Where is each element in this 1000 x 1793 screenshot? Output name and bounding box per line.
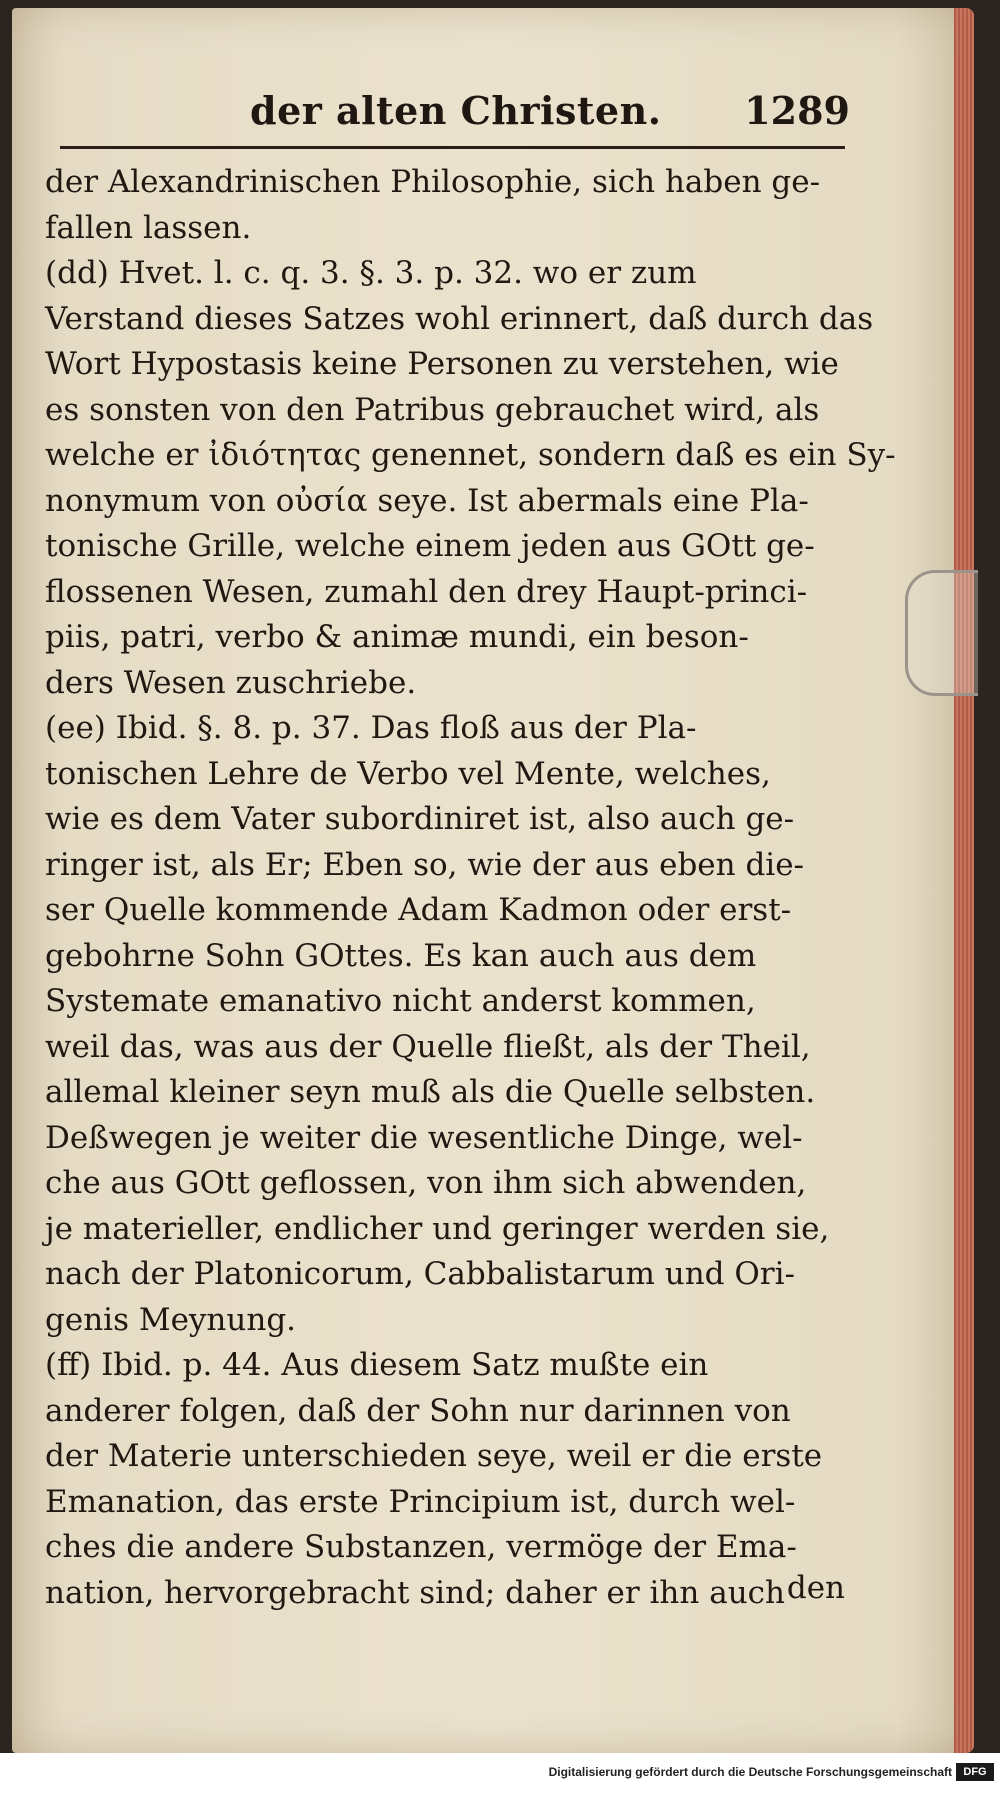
text-line: nonymum von οὐσία seye. Ist abermals eine Pla- bbox=[45, 482, 809, 519]
text-line: ders Wesen zuschriebe. bbox=[45, 664, 417, 701]
page-number: 1289 bbox=[744, 88, 850, 133]
text-line: genis Meynung. bbox=[45, 1301, 297, 1338]
page-edge bbox=[954, 8, 974, 1753]
footer-bar bbox=[0, 1753, 1000, 1793]
header-rule bbox=[60, 146, 845, 149]
text-line: der Materie unterschieden seye, weil er die erste bbox=[45, 1438, 823, 1474]
text-line: ringer ist, als Er; Eben so, wie der aus eben die- bbox=[45, 846, 805, 883]
text-line: wie es dem Vater subordiniret ist, also auch ge- bbox=[45, 801, 795, 837]
text-line: Verstand dieses Satzes wohl erinnert, daß durch das bbox=[45, 300, 874, 337]
text-line: nation, hervorgebracht sind; daher er ihn auch bbox=[45, 1574, 785, 1611]
text-line: tonische Grille, welche einem jeden aus GOtt ge- bbox=[45, 528, 815, 564]
page-header bbox=[60, 80, 850, 140]
text-line: Wort Hypostasis keine Personen zu verstehen, wie bbox=[45, 346, 839, 382]
text-line: Deßwegen je weiter die wesentliche Dinge, wel- bbox=[45, 1119, 803, 1156]
text-line: je materieller, endlicher und geringer werden sie, bbox=[45, 1210, 830, 1247]
text-line: (dd) Hvet. l. c. q. 3. §. 3. p. 32. wo er zum bbox=[45, 255, 697, 291]
text-line: gebohrne Sohn GOttes. Es kan auch aus dem bbox=[45, 937, 757, 974]
text-line: flossenen Wesen, zumahl den drey Haupt-princi- bbox=[45, 573, 808, 610]
text-line: (ee) Ibid. §. 8. p. 37. Das floß aus der Pla- bbox=[45, 710, 697, 746]
text-line: ser Quelle kommende Adam Kadmon oder erst- bbox=[45, 892, 792, 928]
body-text bbox=[45, 160, 896, 1616]
text-line: welche er ἰδιότητας genennet, sondern daß es ein Sy- bbox=[45, 437, 896, 473]
text-line: Emanation, das erste Principium ist, durch wel- bbox=[45, 1483, 796, 1520]
text-line: piis, patri, verbo & animæ mundi, ein beson- bbox=[45, 619, 749, 655]
dfg-logo: DFG bbox=[956, 1763, 994, 1781]
text-line: ches die andere Substanzen, vermöge der Ema- bbox=[45, 1529, 797, 1565]
running-title: der alten Christen. bbox=[250, 88, 662, 133]
text-line: (ff) Ibid. p. 44. Aus diesem Satz mußte ein bbox=[45, 1347, 709, 1383]
digitization-credit: Digitalisierung gefördert durch die Deutsche Forschungsgemeinschaft bbox=[548, 1765, 952, 1779]
text-line: es sonsten von den Patribus gebrauchet wird, als bbox=[45, 391, 820, 428]
text-line: tonischen Lehre de Verbo vel Mente, welches, bbox=[45, 755, 771, 792]
catchword: den bbox=[786, 1570, 845, 1606]
text-line: anderer folgen, daß der Sohn nur darinnen von bbox=[45, 1392, 791, 1429]
text-line: weil das, was aus der Quelle fließt, als der Theil, bbox=[45, 1028, 811, 1065]
text-line: nach der Platonicorum, Cabbalistarum und Ori- bbox=[45, 1256, 795, 1292]
text-line: allemal kleiner seyn muß als die Quelle selbsten. bbox=[45, 1074, 816, 1110]
page-clip bbox=[905, 570, 978, 696]
text-line: der Alexandrinischen Philosophie, sich haben ge- bbox=[45, 164, 821, 200]
text-line: che aus GOtt geflossen, von ihm sich abwenden, bbox=[45, 1165, 807, 1201]
text-line: fallen lassen. bbox=[45, 209, 252, 246]
text-line: Systemate emanativo nicht anderst kommen, bbox=[45, 983, 756, 1019]
